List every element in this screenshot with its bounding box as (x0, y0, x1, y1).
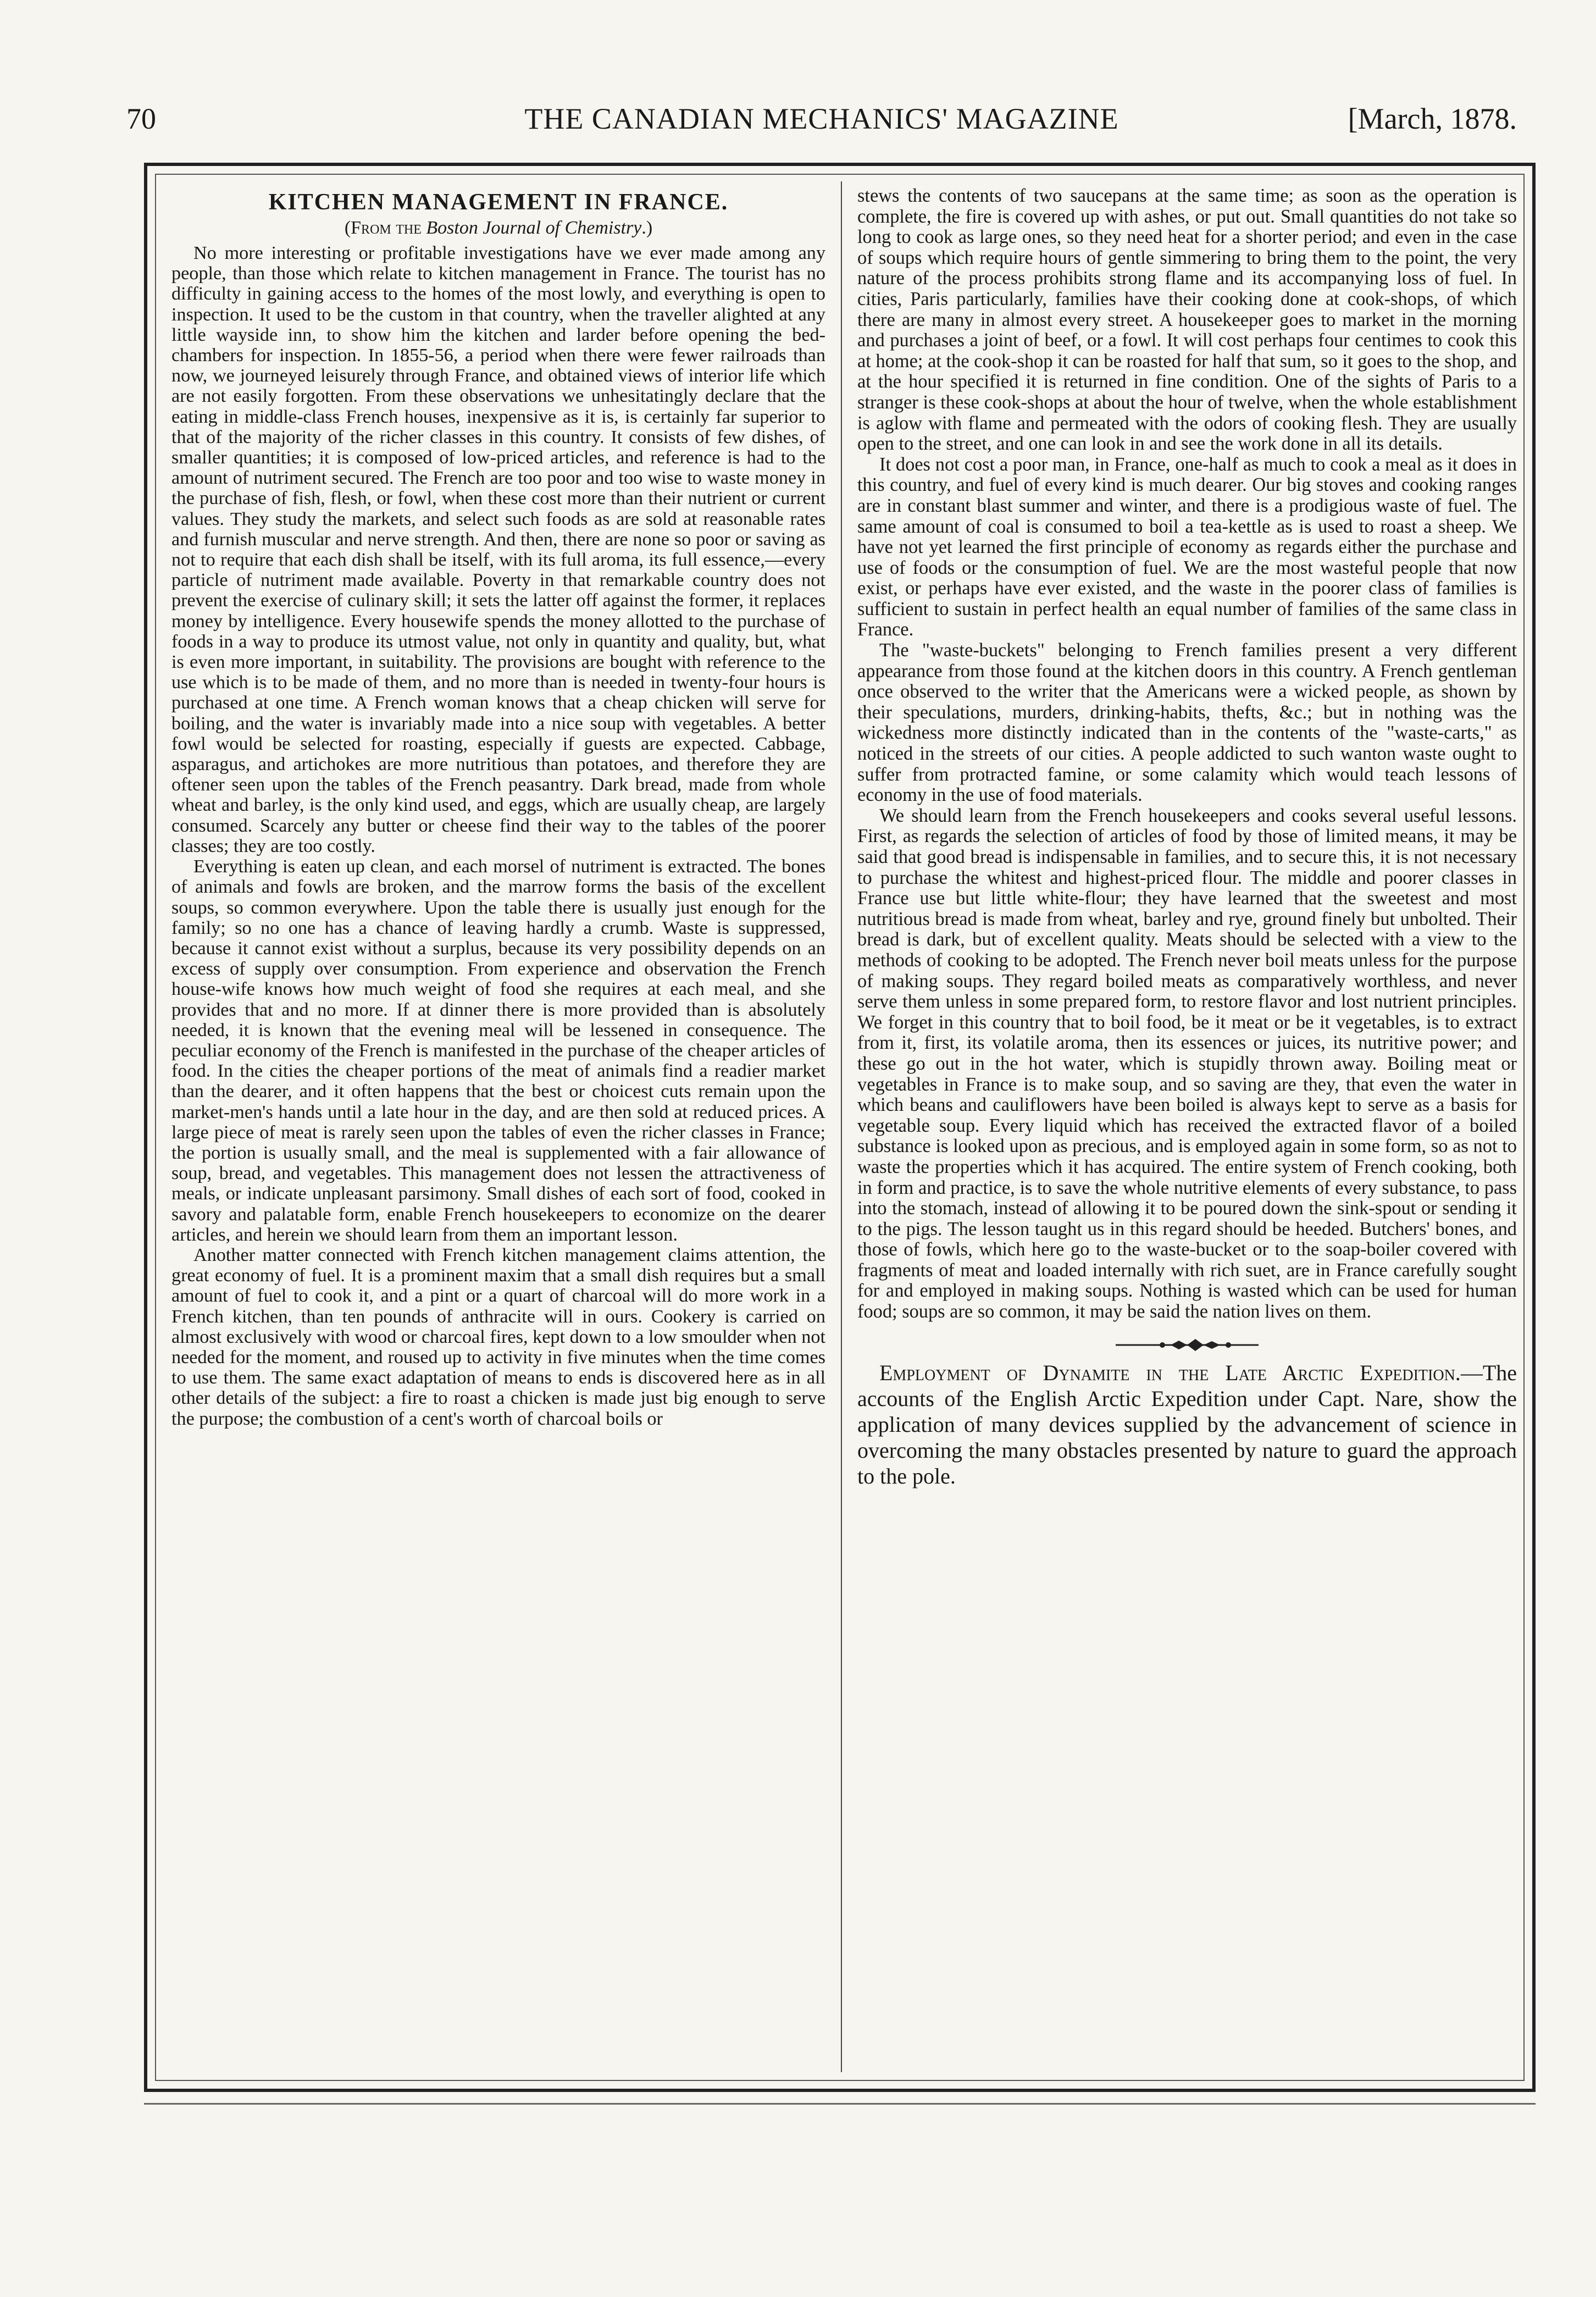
article-paragraph: Everything is eaten up clean, and each morsel of nutriment is extracted. The bones of animals and fowls are broken, and the marrow forms the basis of the excellent soups, so common everywhere. Upon the table there is usually just enough for the family; so no one has a chance of leaving hardly a crumb. Waste is suppressed, because it cannot exist without a surplus, because its very possibility depends on an excess of supply over consumption. From experience and observation the French house-wife knows how much weight of food she requires at each meal, and she provides that and no more. If at dinner there is more provided than is absolutely needed, it is known that the evening meal will be lessened in consequence. The peculiar economy of the French is manifested in the purchase of the cheaper articles of food. In the cities the cheaper portions of the meat of animals find a readier market than the dearer, and it often happens that the best or choicest cuts remain upon the market-men's hands until a late hour in the day, and are then sold at reduced prices. A large piece of meat is rarely seen upon the tables of even the richer classes in France; the portion is usually small, and the meal is supplemented with a fair allowance of soup, bread, and vegetables. This management does not lessen the attractiveness of meals, or indicate unpleasant parsimony. Small dishes of each sort of food, cooked in savory and palatable form, enable French housekeepers to economize on the dearer articles, and herein we should learn from them an important lesson. (171, 856, 825, 1245)
page-number: 70 (126, 102, 156, 135)
magazine-title: THE CANADIAN MECHANICS' MAGAZINE (524, 102, 1119, 135)
left-column (171, 186, 825, 2066)
note-title: Employment of Dynamite in the Late Arctic Expedition. (879, 1360, 1461, 1385)
article-paragraph-continued: stews the contents of two saucepans at the same time; as soon as the operation is complete, the fire is covered up with ashes, or put out. Small quantities do not take so long to cook as large ones, so they need heat for a shorter period; and even in the case of soups which require hours of gentle simmering to bring them to the point, the very nature of the process prohibits strong flame and its accompanying loss of fuel. In cities, Paris particularly, families have their cooking done at cook-shops, of which there are many in almost every street. A housekeeper goes to market in the morning and purchases a joint of beef, or a fowl. It will cost perhaps four centimes to cook this at home; at the cook-shop it can be roasted for half that sum, so it goes to the shop, and at the hour specified it is returned in fine condition. One of the sights of Paris to a stranger is these cook-shops at about the hour of twelve, when the whole establishment is aglow with flame and permeated with the odors of cooking flesh. They are usually open to the street, and one can look in and see the work done in all its details. (857, 186, 1517, 455)
short-note (857, 1360, 1517, 1489)
article-paragraph: Another matter connected with French kitchen management claims attention, the great economy of fuel. It is a prominent maxim that a small dish requires but a small amount of fuel to cook it, and a pint or a quart of charcoal will do more work in a French kitchen, than ten pounds of anthracite will in ours. Cookery is carried on almost exclusively with wood or charcoal fires, kept down to a low smoulder when not needed for the moment, and roused up to activity in five minutes when the time comes to use them. The same exact adaptation of means to ends is discovered here as in all other details of the subject: a fire to roast a chicken is made just big enough to serve the purpose; the combustion of a cent's worth of charcoal boils or (171, 1244, 825, 1429)
source-journal: Boston Journal of Chemistry (426, 218, 642, 238)
article-paragraph: No more interesting or profitable investigations have we ever made among any people, than those which relate to kitchen management in France. The tourist has no difficulty in gaining access to the homes of the most lowly, and everything is open to inspection. It used to be the custom in that country, when the traveller alighted at any little wayside inn, to show him the kitchen and larder before opening the bed-chambers for inspection. In 1855-56, a period when there were fewer railroads than now, we journeyed leisurely through France, and obtained views of interior life which are not easily forgotten. From these observations we unhesitatingly declare that the eating in middle-class French houses, inexpensive as it is, is certainly far superior to that of the majority of the richer classes in this country. It consists of few dishes, of smaller quantities; it is composed of low-priced articles, and reference is had to the amount of nutriment secured. The French are too poor and too wise to waste money in the purchase of fish, flesh, or fowl, when these cost more than their nutrient or current values. They study the markets, and select such foods as are sold at reasonable rates and furnish muscular and nerve strength. And then, there are none so poor or saving as not to require that each dish shall be itself, with its full aroma, its full essence,—every particle of nutriment made available. Poverty in that remarkable country does not prevent the exercise of culinary skill; it sets the latter off against the former, it replaces money by intelligence. Every housewife spends the money allotted to the purchase of foods in a way to produce its utmost value, not only in quantity and quality, but, what is even more important, in suitability. The provisions are bought with reference to the use which is to be made of them, and no more than is needed in twenty-four hours is purchased at one time. A French woman knows that a cheap chicken will serve for boiling, and the water is invariably made into a nice soup with vegetables. A better fowl would be selected for roasting, especially if guests are expected. Cabbage, asparagus, and artichokes are more nutritious than potatoes, and therefore they are oftener seen upon the tables of the French peasantry. Dark bread, made from whole wheat and barley, is the only kind used, and eggs, which are usually cheap, are largely consumed. Scarcely any butter or cheese find their way to the tables of the poorer classes; they are too costly. (171, 243, 825, 856)
note-body: —The accounts of the English Arctic Expedition under Capt. Nare, show the application of many devices supplied by the advancement of science in overcoming the many obstacles presented by nature to guard the approach to the pole. (857, 1360, 1517, 1488)
right-column (857, 186, 1517, 2066)
issue-date: [March, 1878. (1348, 102, 1517, 135)
source-suffix: .) (641, 218, 653, 238)
page-header (126, 97, 1517, 141)
article-source (171, 218, 825, 239)
article-paragraph: It does not cost a poor man, in France, one-half as much to cook a meal as it does in this country, and fuel of every kind is much dearer. Our big stoves and cooking ranges are in constant blast summer and winter, and there is a prodigious waste of fuel. The same amount of coal is consumed to boil a tea-kettle as is used to roast a sheep. We have not yet learned the first principle of economy as regards either the purchase and use of foods or the consumption of fuel. We are the most wasteful people that now exist, or perhaps have ever existed, and the waste in the poorer class of families is sufficient to sustain in perfect health an equal number of families of the same class in France. (857, 453, 1517, 640)
article-title: KITCHEN MANAGEMENT IN FRANCE. (268, 190, 729, 215)
column-divider (841, 181, 842, 2072)
article-paragraph: The "waste-buckets" belonging to French families present a very different appearance from those found at the kitchen doors in this country. A French gentleman once observed to the writer that the Americans were a wicked people, as shown by their speculations, murders, drinking-habits, thefts, &c.; but in nothing was the wickedness more distinctly indicated than in the contents of the "waste-carts," as noticed in the streets of our cities. A people addicted to such wanton waste ought to suffer from protracted famine, or some calamity which would teach lessons of economy in the use of food materials. (857, 640, 1517, 806)
article-paragraph: We should learn from the French housekeepers and cooks several useful lessons. First, as regards the selection of articles of food by those of limited means, it may be said that good bread is indispensable in families, and to secure this, it is not necessary to purchase the whitest and highest-priced flour. The middle and poorer classes in France use but little white-flour; they have learned that the sweetest and most nutritious bread is made from wheat, barley and rye, ground finely but unbolted. Their bread is dark, but of excellent quality. Meats should be selected with a view to the methods of cooking to be adopted. The French never boil meats unless for the purpose of making soups. They regard boiled meats as comparatively worthless, and never serve them unless in some prepared form, to restore flavor and lost nutrient principles. We forget in this country that to boil food, be it meat or be it vegetables, is to extract from it, first, its volatile aroma, then its essences or juices, its nutritive power; and these go out in the hot water, which is stupidly thrown away. Boiling meat or vegetables in France is to make soup, and so saving are they, that even the water in which beans and cauliflowers have been boiled is always kept to serve as a basis for vegetable soup. Every liquid which has received the extracted flavor of a boiled substance is looked upon as precious, and is employed again in some form, so as not to waste the properties which it has acquired. The entire system of French cooking, both in form and practice, is to save the whole nutritive elements of every substance, to pass into the stomach, instead of allowing it to be poured down the sink-spout or sending it to the pigs. The lesson taught us in this regard should be heeded. Butchers' bones, and those of fowls, which here go to the waste-bucket or to the soap-boiler covered with fragments of meat and loaded internally with rich suet, are in France carefully sought for and employed in making soups. Nothing is wasted which can be used for human food; soups are so common, it may be said the nation lives on them. (857, 805, 1517, 1322)
ornament-divider-icon (1116, 1337, 1259, 1353)
source-prefix: (From the (344, 218, 426, 238)
section-ornament (857, 1337, 1517, 1353)
bottom-rule (144, 2103, 1536, 2105)
